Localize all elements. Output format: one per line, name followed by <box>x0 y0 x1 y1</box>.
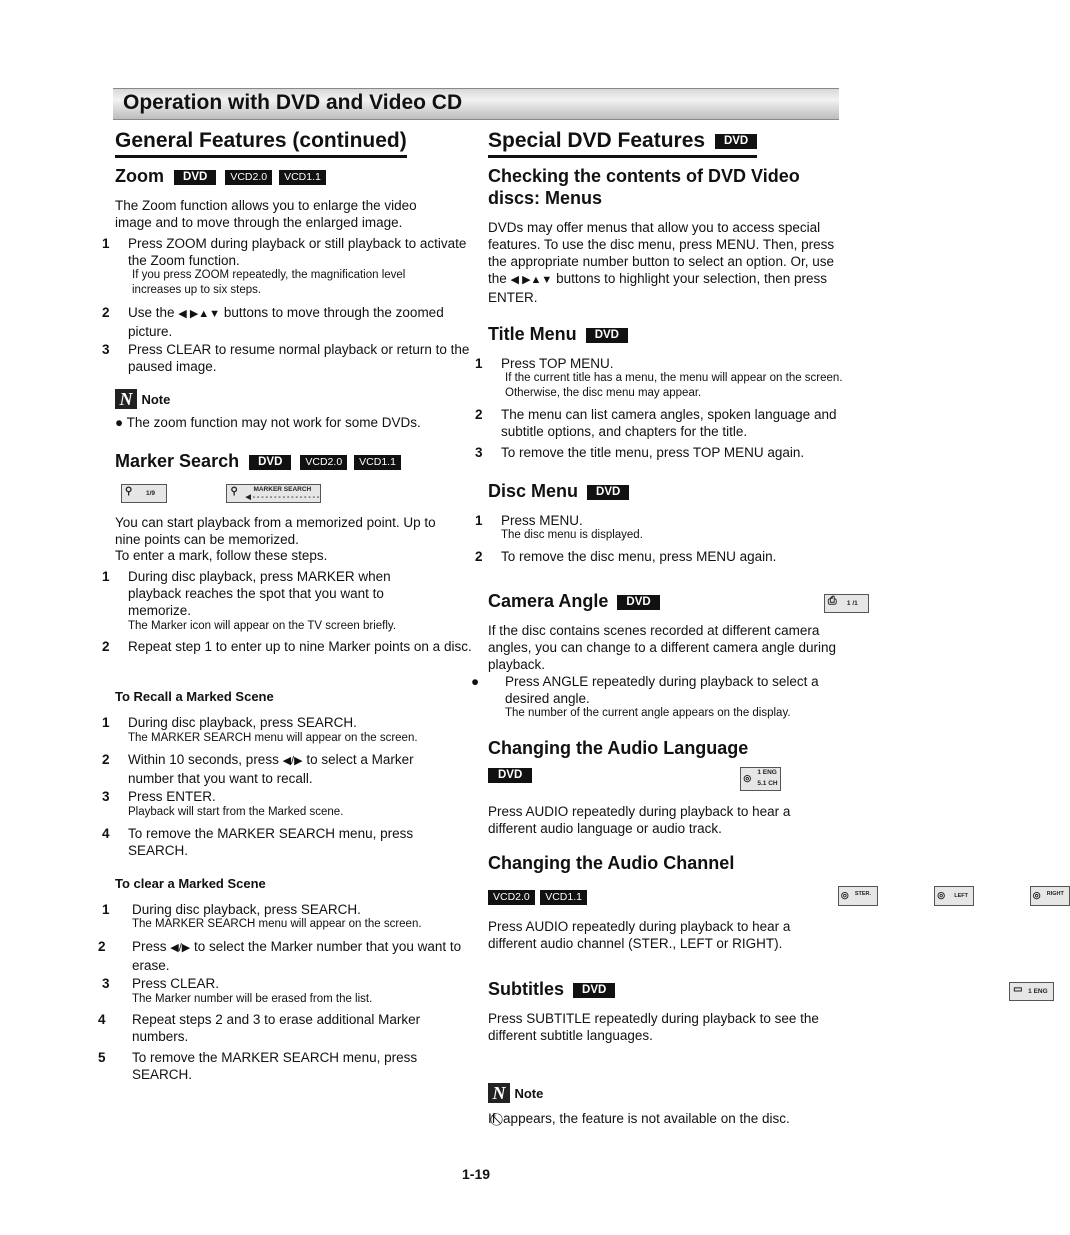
left-heading: General Features (continued) <box>115 129 407 158</box>
zoom-step-3: 3 Press CLEAR to resume normal playback or return to the paused image. <box>102 342 470 374</box>
marker-step-2: 2 Repeat step 1 to enter up to nine Marker points on a disc. <box>102 639 472 654</box>
clear-step-1-note: The MARKER SEARCH menu will appear on the screen. <box>132 918 422 930</box>
note-label: Note <box>514 1086 544 1101</box>
audio-channel-osd-right: ◎ RIGHT <box>1030 886 1070 906</box>
zoom-step-1-note: If you press ZOOM repeatedly, the magnification level increases up to six steps. <box>132 269 406 296</box>
marker-step-1: 1 During disc playback, press MARKER when playback reaches the spot that you want to memorize. <box>102 569 391 618</box>
marker-osd-count: ⚲ 1/9 <box>121 484 167 503</box>
clear-step-4: 4 Repeat steps 2 and 3 to erase additional Marker numbers. <box>98 1012 421 1044</box>
recall-heading: To Recall a Marked Scene <box>115 689 274 704</box>
menus-title: Checking the contents of DVD Video discs: Menus <box>488 166 800 208</box>
recall-step-3-note: Playback will start from the Marked scene. <box>128 806 344 818</box>
banner-title: Operation with DVD and Video CD <box>123 91 463 114</box>
marker-intro-2: To enter a mark, follow these steps. <box>115 548 328 563</box>
subtitle-icon: ▭ <box>1013 983 1023 995</box>
recall-step-1: 1 During disc playback, press SEARCH. <box>102 715 357 730</box>
subtitles-title: Subtitles DVD <box>488 979 615 1000</box>
camera-text: If the disc contains scenes recorded at different camera angles, you can change to a different camera angle during playback. <box>488 623 836 672</box>
marker-osd-search: ⚲ MARKER SEARCH ◀ - - - - - - - - - - - - - - - - <box>226 484 321 503</box>
camera-bullet-note: The number of the current angle appears on the display. <box>505 707 791 719</box>
right-note-header <box>488 1083 543 1103</box>
audio-channel-osd-stereo: ◎ STER. <box>838 886 878 906</box>
badge-dvd: DVD <box>573 983 615 998</box>
marker-title <box>115 451 401 472</box>
clear-step-1: 1 During disc playback, press SEARCH. <box>102 902 361 917</box>
marker-intro-1: You can start playback from a memorized point. Up to nine points can be memorized. <box>115 515 436 547</box>
right-note-text: If appears, the feature is not available on the disc. <box>488 1111 790 1126</box>
audio-channel-badges <box>488 889 587 907</box>
zoom-step-2: 2 Use the ◀ ▶▲▼ buttons to move through the zoomed picture. <box>102 305 444 339</box>
recall-step-1-note: The MARKER SEARCH menu will appear on the screen. <box>128 732 418 744</box>
recall-step-4: 4 To remove the MARKER SEARCH menu, press SEARCH. <box>102 826 414 858</box>
disc-menu-title: Disc Menu DVD <box>488 481 629 502</box>
audio-icon: ◎ <box>937 890 946 900</box>
badge-vcd20: VCD2.0 <box>300 455 347 470</box>
disc-menu-step-1: 1 Press MENU. <box>475 513 583 528</box>
marker-pin-icon: ⚲ <box>125 485 133 497</box>
zoom-step-1: 1 Press ZOOM during playback or still playback to activate the Zoom function. <box>102 236 467 268</box>
zoom-note-header <box>115 389 170 409</box>
recall-step-2: 2 Within 10 seconds, press ◀/▶ to select a Marker number that you want to recall. <box>102 752 414 786</box>
audio-channel-text: Press AUDIO repeatedly during playback to hear a different audio channel (STER., LEFT or RIGHT). <box>488 919 791 951</box>
recall-step-3: 3 Press ENTER. <box>102 789 216 804</box>
subtitles-osd: ▭ 1 ENG <box>1009 982 1054 1001</box>
title-menu-step-3: 3 To remove the title menu, press TOP MENU again. <box>475 445 805 460</box>
section-banner <box>113 88 839 120</box>
clear-step-3: 3 Press CLEAR. <box>102 976 220 991</box>
clear-heading: To clear a Marked Scene <box>115 876 266 891</box>
title-menu-step-1-note: If the current title has a menu, the menu will appear on the screen. Otherwise, the disc menu may appear. <box>505 372 843 399</box>
title-menu-step-2: 2 The menu can list camera angles, spoken language and subtitle options, and chapters for the title. <box>475 407 837 439</box>
badge-dvd: DVD <box>249 455 291 470</box>
zoom-title <box>115 166 326 187</box>
marker-pin-icon: ⚲ <box>230 485 238 497</box>
arrow-buttons-icon: ◀ ▶▲▼ <box>510 274 553 286</box>
zoom-title-text: Zoom <box>115 166 164 186</box>
camera-bullet: ● Press ANGLE repeatedly during playback to select a desired angle. <box>471 674 819 706</box>
camera-angle-title: Camera Angle DVD <box>488 591 660 612</box>
left-right-arrow-icon: ◀/▶ <box>282 755 303 767</box>
badge-dvd: DVD <box>586 328 628 343</box>
subtitles-text: Press SUBTITLE repeatedly during playback to see the different subtitle languages. <box>488 1011 819 1043</box>
note-icon: N <box>115 389 137 409</box>
audio-channel-osd-left: ◎ LEFT <box>934 886 974 906</box>
page-number: 1-19 <box>462 1166 491 1182</box>
title-menu-title: Title Menu DVD <box>488 324 628 345</box>
marker-title-text: Marker Search <box>115 451 240 471</box>
clear-step-2: 2 Press ◀/▶ to select the Marker number that you want to erase. <box>98 939 462 973</box>
zoom-intro: The Zoom function allows you to enlarge the video image and to move through the enlarged image. <box>115 198 417 230</box>
note-icon: N <box>488 1083 510 1103</box>
badge-dvd: DVD <box>617 595 659 610</box>
badge-vcd20: VCD2.0 <box>225 170 272 185</box>
badge-dvd: DVD <box>715 134 757 149</box>
title-menu-step-1: 1 Press TOP MENU. <box>475 356 614 371</box>
left-right-arrow-icon: ◀/▶ <box>170 942 191 954</box>
clear-step-5: 5 To remove the MARKER SEARCH menu, press SEARCH. <box>98 1050 418 1082</box>
camera-icon: ⎙ <box>827 594 837 607</box>
zoom-note-text: ● The zoom function may not work for some DVDs. <box>115 415 421 430</box>
audio-language-badges <box>488 767 532 785</box>
disc-menu-step-1-note: The disc menu is displayed. <box>501 529 643 541</box>
audio-icon: ◎ <box>840 890 849 900</box>
clear-step-3-note: The Marker number will be erased from the list. <box>132 993 373 1005</box>
audio-icon: ◎ <box>1032 890 1041 900</box>
badge-vcd11: VCD1.1 <box>354 455 401 470</box>
badge-vcd11: VCD1.1 <box>279 170 326 185</box>
audio-language-title: Changing the Audio Language <box>488 738 749 758</box>
marker-step-1-note: The Marker icon will appear on the TV screen briefly. <box>128 620 397 632</box>
badge-dvd: DVD <box>174 170 216 185</box>
arrow-buttons-icon: ◀ ▶▲▼ <box>178 308 221 320</box>
badge-vcd20: VCD2.0 <box>488 890 535 905</box>
note-label: Note <box>141 392 171 407</box>
audio-icon: ◎ <box>743 773 752 783</box>
badge-vcd11: VCD1.1 <box>540 890 587 905</box>
audio-language-osd: ◎ 1 ENG 5.1 CH <box>740 767 781 791</box>
audio-channel-title: Changing the Audio Channel <box>488 853 735 873</box>
angle-osd: ⎙ 1 /1 <box>824 594 869 613</box>
audio-language-text: Press AUDIO repeatedly during playback to hear a different audio language or audio track. <box>488 804 791 836</box>
badge-dvd: DVD <box>587 485 629 500</box>
badge-dvd: DVD <box>488 768 532 783</box>
disc-menu-step-2: 2 To remove the disc menu, press MENU again. <box>475 549 777 564</box>
menus-text: DVDs may offer menus that allow you to access special features. To use the disc menu, press MENU. Then, press the appropriate number button to select an option. Or, use the ◀ ▶▲▼ buttons to highlight your selection, then press ENTER. <box>488 220 835 305</box>
right-heading: Special DVD Features DVD <box>488 129 757 158</box>
